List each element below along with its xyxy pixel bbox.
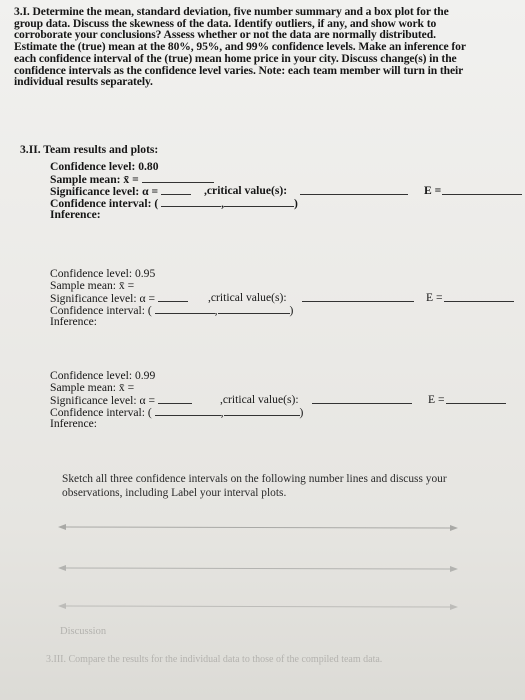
ci-close-paren: ) bbox=[299, 406, 304, 419]
confidence-block-99 bbox=[50, 369, 445, 430]
significance-label: Significance level: α = bbox=[50, 394, 156, 407]
critical-value-blank[interactable] bbox=[300, 185, 408, 195]
inference-label: Inference: bbox=[50, 315, 97, 328]
confidence-interval-label: Confidence interval: ( bbox=[50, 197, 159, 210]
number-line-2[interactable] bbox=[58, 563, 458, 573]
assignment-instructions bbox=[14, 6, 514, 88]
margin-error-label: E = bbox=[428, 393, 445, 406]
margin-error-blank[interactable] bbox=[446, 394, 506, 404]
instruction-line: individual results separately. bbox=[14, 75, 153, 89]
margin-error-blank[interactable] bbox=[444, 292, 514, 302]
confidence-block-95 bbox=[50, 267, 443, 328]
sample-mean-blank[interactable] bbox=[142, 173, 214, 183]
inference-label: Inference: bbox=[50, 417, 97, 430]
instruction-line: Estimate the (true) mean at the 80%, 95%, and 99% confidence levels. Make an inference for bbox=[14, 40, 466, 54]
number-line-1[interactable] bbox=[58, 522, 458, 532]
significance-row bbox=[50, 393, 445, 407]
significance-label: Significance level: α = bbox=[50, 292, 156, 305]
section-title: 3.II. Team results and plots: bbox=[20, 143, 159, 156]
ci-upper-blank[interactable] bbox=[218, 304, 290, 314]
confidence-interval-label: Confidence interval: ( bbox=[50, 406, 152, 419]
section-3-instructions: 3.III. Compare the results for the individual data to those of the compiled team data. bbox=[46, 654, 383, 665]
ci-lower-blank[interactable] bbox=[155, 406, 221, 416]
ci-comma: , bbox=[220, 406, 224, 419]
margin-error-blank[interactable] bbox=[442, 185, 522, 195]
instruction-line: each confidence interval of the (true) mean home price in your city. Discuss change(s) in the bbox=[14, 51, 457, 65]
ci-comma: , bbox=[221, 197, 225, 210]
critical-value-label: ,critical value(s): bbox=[208, 291, 287, 304]
discussion-label: Discussion bbox=[60, 626, 107, 637]
ci-comma: , bbox=[214, 304, 218, 317]
sample-mean-label: Sample mean: x̄ = bbox=[50, 279, 135, 292]
ci-lower-blank[interactable] bbox=[155, 304, 215, 314]
ci-upper-blank[interactable] bbox=[224, 197, 294, 207]
margin-error-label: E = bbox=[424, 184, 442, 197]
alpha-blank[interactable] bbox=[158, 394, 192, 404]
confidence-block-80 bbox=[50, 160, 442, 221]
significance-row bbox=[50, 291, 443, 305]
sample-mean-label: Sample mean: x̄ = bbox=[50, 381, 135, 394]
confidence-level-label: Confidence level: 0.80 bbox=[50, 160, 159, 173]
sketch-instructions: Sketch all three confidence intervals on the following number lines and discuss your observations, including Label your interval plots. bbox=[62, 473, 447, 499]
instruction-line: corroborate your conclusions? Assess whether or not the data are normally distributed. bbox=[14, 28, 436, 42]
ci-lower-blank[interactable] bbox=[161, 197, 221, 207]
instruction-line: group data. Discuss the skewness of the data. Identify outliers, if any, and show work to bbox=[14, 16, 437, 30]
ci-close-paren: ) bbox=[294, 197, 298, 210]
margin-error-label: E = bbox=[426, 291, 443, 304]
alpha-blank[interactable] bbox=[158, 292, 188, 302]
ci-close-paren: ) bbox=[289, 304, 294, 317]
significance-row bbox=[50, 184, 442, 198]
inference-label: Inference: bbox=[50, 208, 101, 221]
critical-value-label: ,critical value(s): bbox=[220, 393, 299, 406]
instruction-line: 3.I. Determine the mean, standard deviation, five number summary and a box plot for the bbox=[14, 5, 449, 18]
ci-upper-blank[interactable] bbox=[224, 406, 300, 416]
alpha-blank[interactable] bbox=[161, 185, 191, 195]
number-line-3[interactable] bbox=[58, 601, 458, 611]
confidence-interval-label: Confidence interval: ( bbox=[50, 304, 152, 317]
critical-value-blank[interactable] bbox=[302, 292, 414, 302]
confidence-level-label: Confidence level: 0.99 bbox=[50, 369, 156, 382]
sample-mean-label: Sample mean: x̄ = bbox=[50, 173, 139, 186]
significance-label: Significance level: α = bbox=[50, 185, 159, 198]
confidence-level-label: Confidence level: 0.95 bbox=[50, 267, 156, 280]
instruction-line: confidence intervals as the confidence level varies. Note: each team member will turn in their bbox=[14, 63, 464, 77]
critical-value-blank[interactable] bbox=[312, 394, 412, 404]
critical-value-label: ,critical value(s): bbox=[204, 184, 288, 197]
